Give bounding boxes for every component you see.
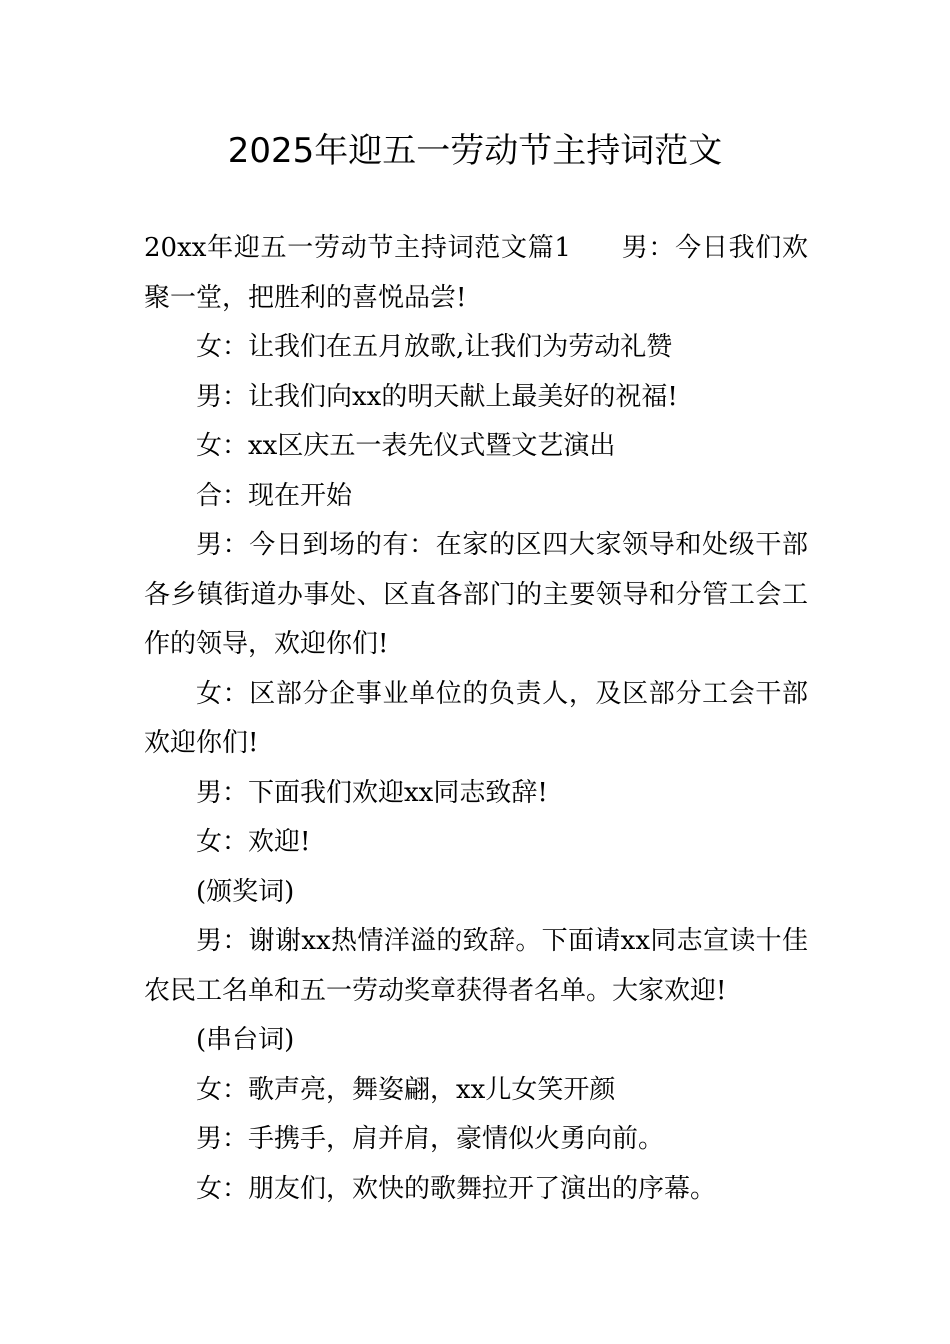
paragraph: 女：歌声亮，舞姿翩，xx儿女笑开颜 — [196, 1074, 616, 1105]
paragraph: 女：xx区庆五一表先仪式暨文艺演出 — [196, 431, 616, 461]
paragraph: 女：朋友们，欢快的歌舞拉开了演出的序幕。 — [196, 1173, 717, 1204]
paragraph: 男：手携手，肩并肩，豪情似火勇向前。 — [196, 1124, 665, 1154]
document-title: 2025年迎五一劳动节主持词范文 — [227, 131, 723, 171]
first-paragraph — [144, 224, 808, 323]
paragraph: 女：区部分企事业单位的负责人，及区部分工会干部欢迎你们! — [144, 678, 808, 758]
paragraph: 合：现在开始 — [196, 480, 353, 511]
paragraph: 女：欢迎! — [196, 827, 311, 857]
paragraph: 男：今日到场的有：在家的区四大家领导和处级干部各乡镇街道办事处、区直各部门的主要领导和分管工会工作的领导，欢迎你们! — [144, 530, 808, 659]
paragraph: 女：让我们在五月放歌,让我们为劳动礼赞 — [196, 332, 673, 362]
paragraph: 男：让我们向xx的明天献上最美好的祝福! — [196, 381, 678, 412]
paragraph: (颁奖词) — [196, 876, 295, 907]
paragraph: 男：下面我们欢迎xx同志致辞! — [196, 777, 548, 808]
section-heading: 20xx年迎五一劳动节主持词范文篇1 — [144, 233, 571, 263]
first-paragraph-text: 男：今日我们欢聚一堂，把胜利的喜悦品尝! — [144, 233, 808, 313]
paragraph: 男：谢谢xx热情洋溢的致辞。下面请xx同志宣读十佳农民工名单和五一劳动奖章获得者名单。大家欢迎! — [144, 926, 808, 1006]
paragraph: (串台词) — [196, 1025, 295, 1055]
document-body — [144, 224, 808, 1214]
